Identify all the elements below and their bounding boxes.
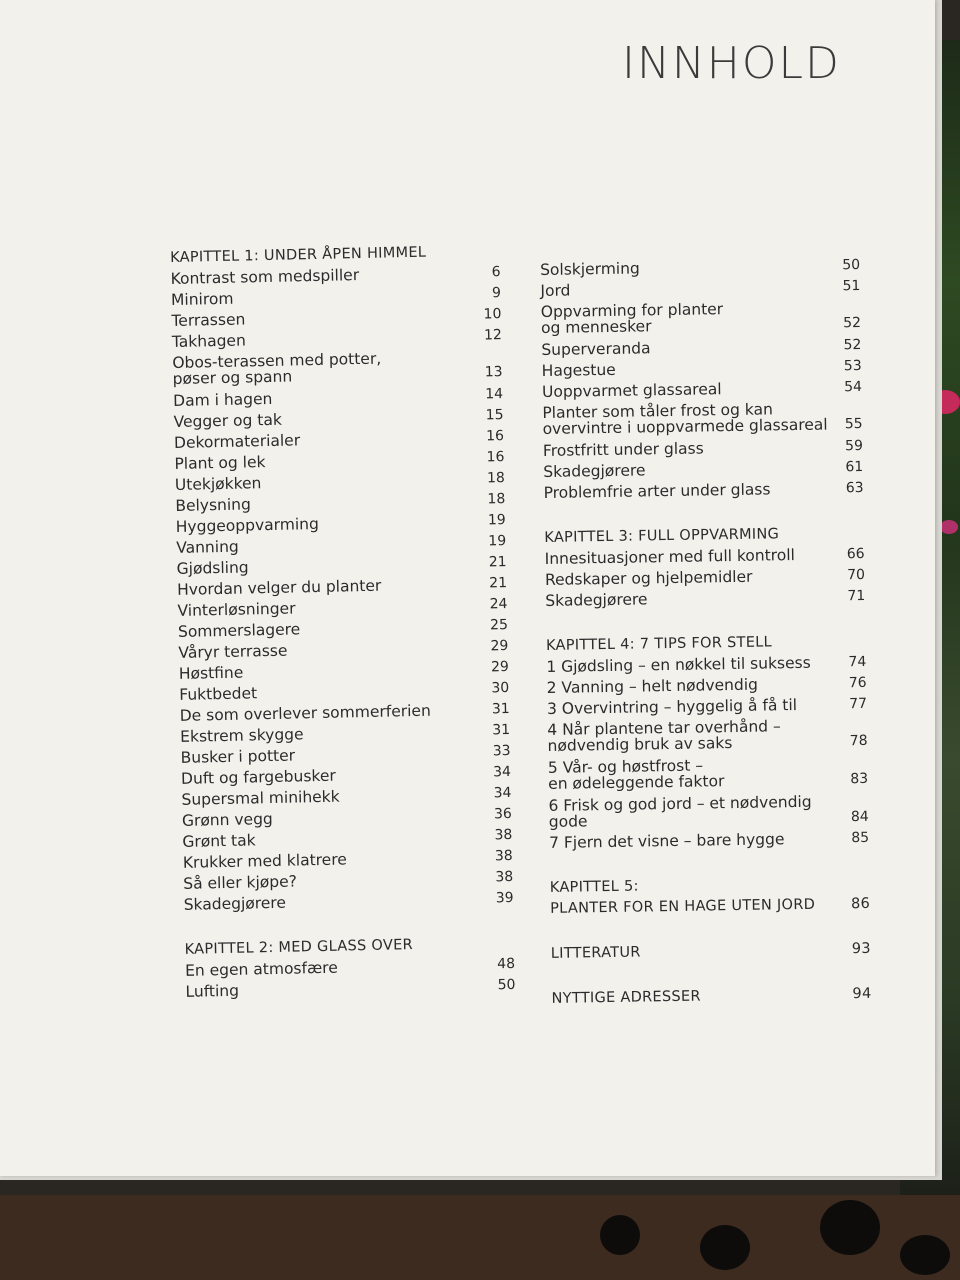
entry-label: Dekormaterialer — [173, 431, 301, 452]
page-number: 71 — [847, 587, 866, 605]
toc-entry — [549, 830, 869, 851]
page-number: 34 — [493, 763, 512, 781]
toc-entry — [184, 890, 514, 913]
page-number: 18 — [487, 491, 506, 508]
toc-entry — [178, 638, 508, 661]
toc-entry — [176, 533, 506, 556]
entry-label: Skadegjørere — [545, 590, 648, 610]
entry-label: Kontrast som medspiller — [170, 266, 360, 288]
entry-label: Krukker med klatrere — [182, 850, 347, 872]
page-number: 77 — [849, 695, 868, 713]
toc-right-column — [540, 257, 872, 1012]
entry-label: Lufting — [185, 981, 240, 1001]
page-number: 85 — [851, 829, 870, 847]
toc-entry — [542, 379, 862, 400]
entry-label: Vinterløsninger — [177, 599, 296, 620]
toc-entry — [180, 743, 510, 766]
entry-label: Busker i potter — [180, 746, 296, 767]
toc-entry — [177, 554, 507, 577]
page-number: 6 — [491, 264, 501, 281]
page-number: 48 — [497, 955, 516, 973]
toc-entry — [179, 680, 509, 703]
page-number: 70 — [847, 566, 866, 584]
entry-label: KAPITTEL 4: 7 TIPS FOR STELL — [545, 634, 773, 654]
toc-entry — [181, 785, 511, 808]
entry-label: Planter som tåler frost og kan overvintre i uoppvarmede glassareal — [542, 400, 828, 438]
toc-entry — [178, 617, 508, 640]
page-number: 14 — [485, 386, 504, 403]
toc-entry — [540, 257, 860, 278]
page-number: 18 — [486, 470, 506, 487]
page-number: 16 — [486, 449, 505, 466]
entry-label: Belysning — [175, 495, 252, 515]
page-number: 19 — [487, 512, 506, 529]
toc-entry — [176, 512, 506, 535]
toc-entry — [180, 701, 510, 724]
page-number: 31 — [492, 721, 511, 739]
toc-entry — [180, 722, 510, 745]
pink-flower — [940, 520, 958, 534]
entry-label: 2 Vanning – helt nødvendig — [546, 675, 759, 697]
entry-label: KAPITTEL 5: — [549, 878, 639, 896]
chapter-heading — [550, 896, 870, 917]
page-number: 59 — [844, 437, 864, 455]
toc-entry — [541, 337, 861, 358]
entry-label: Solskjerming — [539, 259, 640, 279]
page-number: 63 — [845, 479, 864, 497]
toc-entry — [173, 407, 503, 430]
entry-label: Sommerslagere — [177, 620, 301, 641]
toc-entry — [547, 675, 867, 696]
toc-entry — [173, 386, 503, 409]
toc-entry — [547, 717, 867, 754]
toc-entry — [547, 696, 867, 717]
page-number: 13 — [484, 364, 503, 381]
page-number: 83 — [850, 770, 869, 788]
page-number: 31 — [491, 700, 510, 718]
page-number: 10 — [483, 306, 502, 323]
toc-entry — [172, 327, 502, 350]
toc-entry — [546, 654, 866, 675]
page-number: 29 — [490, 638, 509, 655]
toc-entry — [542, 400, 862, 437]
page-number: 76 — [848, 674, 867, 692]
entry-label: Våryr terrasse — [178, 641, 288, 662]
page-number: 21 — [488, 554, 507, 571]
entry-label: Uoppvarmet glassareal — [541, 380, 722, 401]
toc-entry — [175, 491, 505, 514]
page-number: 78 — [849, 732, 868, 750]
table-surface — [0, 1195, 960, 1280]
toc-entry — [543, 438, 863, 459]
entry-label: Jord — [540, 281, 571, 300]
page-number: 61 — [845, 458, 864, 476]
page-number: 38 — [495, 868, 514, 886]
page-number: 29 — [490, 658, 509, 676]
page-number: 16 — [485, 428, 505, 445]
page-number: 84 — [850, 808, 869, 826]
entry-label: Vegger og tak — [173, 410, 283, 431]
entry-label: Obos-terassen med potter, pøser og spann — [172, 349, 382, 388]
entry-label: Høstfine — [178, 663, 244, 683]
page-number: 93 — [851, 940, 871, 958]
page-number: 34 — [493, 784, 512, 802]
entry-label: 7 Fjern det visne – bare hygge — [548, 830, 785, 852]
page-number: 53 — [843, 357, 862, 375]
toc-entry — [174, 449, 504, 472]
entry-label: En egen atmosfære — [184, 958, 338, 980]
entry-label: Hagestue — [541, 360, 616, 380]
toc-entry — [182, 827, 512, 850]
page-number: 55 — [844, 415, 863, 433]
toc-entry — [545, 546, 865, 567]
entry-label: Innesituasjoner med full kontroll — [544, 546, 795, 568]
entry-label: Supersmal minihekk — [181, 787, 340, 809]
entry-label: Grønn vegg — [181, 809, 273, 830]
page-number: 50 — [842, 256, 861, 274]
chapter-heading — [170, 243, 500, 266]
entry-label: 1 Gjødsling – en nøkkel til suksess — [546, 653, 811, 676]
entry-label: Utekjøkken — [174, 474, 262, 494]
page-number: 74 — [848, 653, 867, 671]
toc-entry — [179, 659, 509, 682]
entry-label: NYTTIGE ADRESSER — [551, 988, 701, 1007]
entry-label: Ekstrem skygge — [180, 725, 304, 746]
entry-label: Hyggeoppvarming — [175, 514, 320, 536]
entry-label: Gjødsling — [176, 558, 249, 578]
entry-label: Fuktbedet — [179, 684, 258, 704]
page-number: 94 — [852, 985, 872, 1003]
entry-label: Plant og lek — [174, 453, 266, 473]
page-number: 25 — [489, 617, 509, 634]
pattern-dot — [900, 1235, 950, 1275]
toc-entry — [548, 793, 868, 830]
page-number: 24 — [489, 596, 508, 613]
toc-entry — [544, 480, 864, 501]
toc-left-column — [170, 243, 516, 1005]
page-number: 38 — [494, 826, 513, 844]
entry-label: Hvordan velger du planter — [176, 576, 382, 599]
entry-label: Skadegjørere — [183, 893, 287, 914]
entry-label: Oppvarming for planter og mennesker — [540, 300, 724, 337]
page-number: 66 — [846, 545, 865, 563]
toc-entry — [545, 567, 865, 588]
toc-entry — [170, 264, 500, 287]
page-number: 30 — [491, 679, 510, 697]
toc-entry — [185, 956, 515, 979]
entry-label: LITTERATUR — [550, 944, 641, 962]
toc-entry — [548, 755, 868, 792]
entry-label: Så eller kjøpe? — [183, 872, 298, 893]
page-number: 36 — [493, 805, 513, 823]
toc-entry — [171, 306, 501, 329]
entry-label: KAPITTEL 2: MED GLASS OVER — [184, 937, 414, 958]
entry-label: Skadegjørere — [543, 461, 646, 481]
toc-entry — [175, 470, 505, 493]
toc-entry — [172, 348, 503, 387]
entry-label: Dam i hagen — [172, 389, 273, 410]
page-title: INNHOLD — [622, 38, 841, 89]
pattern-dot — [600, 1215, 640, 1255]
toc-entry — [542, 358, 862, 379]
page-number: 12 — [483, 327, 503, 344]
page-number: 38 — [494, 847, 513, 865]
toc-entry — [183, 869, 513, 892]
toc-entry — [545, 588, 865, 609]
page-number: 86 — [850, 895, 871, 913]
page-number: 50 — [497, 976, 516, 994]
entry-label: Problemfrie arter under glass — [543, 480, 771, 502]
entry-label: Takhagen — [171, 331, 247, 351]
entry-label: KAPITTEL 3: FULL OPPVARMING — [544, 526, 780, 546]
entry-label: KAPITTEL 1: UNDER ÅPEN HIMMEL — [170, 244, 427, 266]
toc-entry — [171, 285, 501, 308]
entry-label: Grønt tak — [182, 831, 256, 851]
entry-label: Redskaper og hjelpemidler — [544, 567, 753, 589]
toc-entry — [182, 806, 512, 829]
entry-label: Duft og fargebusker — [180, 766, 336, 788]
entry-label: 4 Når plantene tar overhånd – nødvendig bruk av saks — [547, 717, 781, 755]
pattern-dot — [700, 1225, 750, 1270]
entry-label: Superveranda — [541, 339, 651, 359]
toc-entry — [541, 299, 861, 336]
toc-entry — [174, 428, 504, 451]
toc-entry — [540, 278, 860, 299]
page-number: 51 — [842, 277, 861, 295]
entry-label: Terrassen — [171, 310, 246, 330]
entry-label: 6 Frisk og god jord – et nødvendig gode — [548, 792, 812, 831]
entry-label: Minirom — [170, 289, 234, 309]
entry-label: Vanning — [176, 537, 239, 557]
entry-label: 5 Vår- og høstfrost – en ødeleggende faktor — [547, 756, 725, 793]
pattern-dot — [820, 1200, 880, 1255]
toc-entry — [185, 977, 515, 1000]
page-number: 19 — [488, 533, 507, 550]
toc-entry — [543, 459, 863, 480]
page-number: 15 — [485, 407, 504, 424]
page-number: 54 — [844, 378, 863, 396]
entry-label: PLANTER FOR EN HAGE UTEN JORD — [550, 896, 816, 917]
entry-label: De som overlever sommerferien — [179, 701, 432, 725]
page-number: 52 — [843, 336, 862, 354]
page-number: 39 — [495, 889, 514, 907]
toc-entry — [177, 575, 507, 598]
toc-entry — [181, 764, 511, 787]
page-number: 21 — [489, 575, 508, 592]
page-number: 52 — [843, 314, 862, 332]
page-number: 9 — [491, 285, 502, 302]
page-number: 33 — [492, 742, 511, 760]
entry-label: Frostfritt under glass — [542, 439, 704, 460]
entry-label: 3 Overvintring – hyggelig å få til — [546, 696, 798, 718]
toc-entry — [183, 848, 513, 871]
toc-entry — [177, 596, 507, 619]
